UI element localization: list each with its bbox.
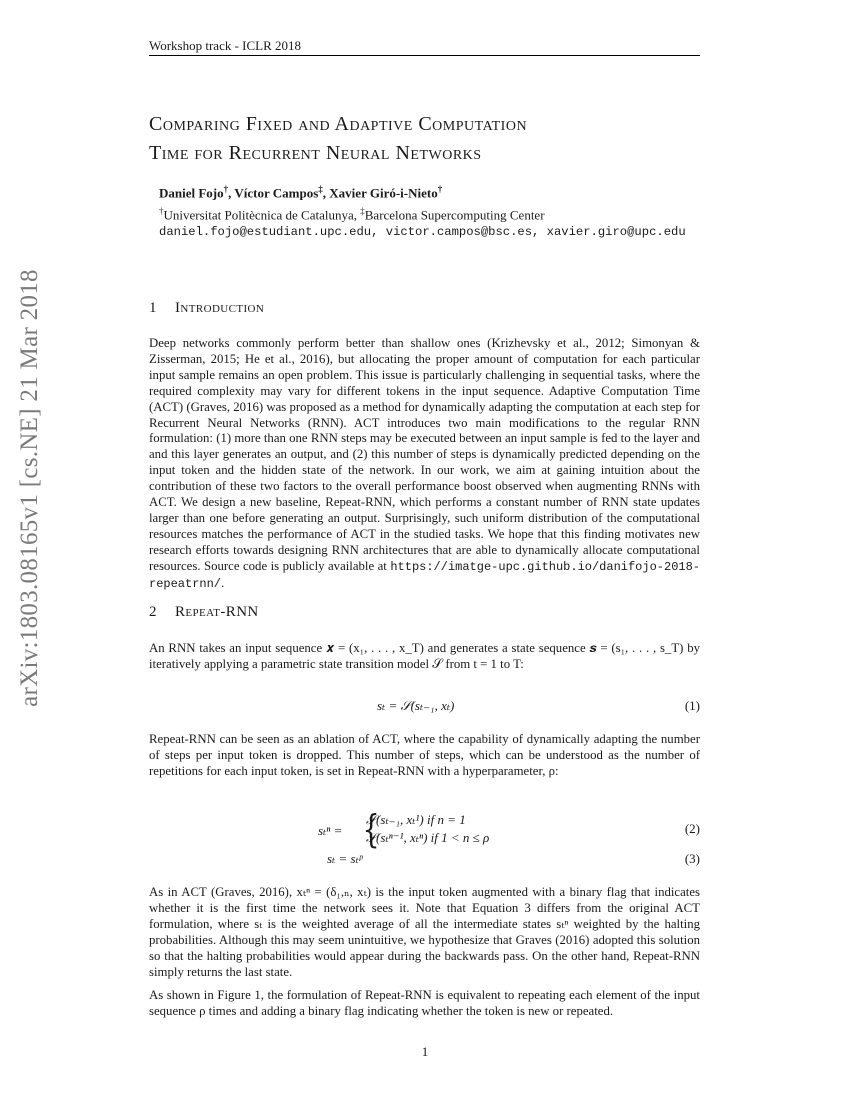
- author-name: Xavier Giró-i-Nieto: [329, 185, 438, 201]
- arxiv-identifier[interactable]: arXiv:1803.08165v1 [cs.NE] 21 Mar 2018: [16, 269, 43, 707]
- author-emails: daniel.fojo@estudiant.upc.edu, victor.campos@bsc.es, xavier.giro@upc.edu: [159, 225, 686, 239]
- source-code-link[interactable]: https://imatge-upc.github.io/danifojo-2018-repeatrnn/: [149, 559, 700, 591]
- paper-title: [149, 110, 709, 168]
- title-line-2: Time for Recurrent Neural Networks: [149, 142, 482, 164]
- arxiv-side-stamp: [8, 269, 52, 707]
- author-name: Víctor Campos: [234, 185, 319, 201]
- section-title: Repeat-RNN: [175, 604, 259, 620]
- author-name: Daniel Fojo: [159, 185, 224, 201]
- title-line-1: Comparing Fixed and Adaptive Computation: [149, 113, 528, 135]
- affiliation-name: Universitat Politècnica de Catalunya: [163, 207, 354, 223]
- intro-paragraph: [149, 336, 700, 593]
- affiliation-mark: ‡: [318, 184, 323, 194]
- repeat-rnn-paragraph-3: As in ACT (Graves, 2016), xₜⁿ = (δ₁,ₙ, xₜ) is the input token augmented with a binary flag that indicates whether it is the first time the network sees it. Note that Equation 3 differs from the original ACT formulation, where sₜ is the weighted average of all the intermediate states sₜⁿ weighted by the halting probabilities. Although this may seem unintuitive, we hypothesize that Graves (2016) adopted this solution so that the halting probabilities would appear during the backwards pass. On the other hand, Repeat-RNN simply returns the last state.: [149, 885, 700, 979]
- header-rule: [149, 55, 700, 56]
- running-header: Workshop track - ICLR 2018: [149, 38, 302, 53]
- equation-lhs: sₜⁿ =: [318, 823, 343, 838]
- equation-body: sₜ = sₜᵖ: [327, 851, 363, 866]
- equation-number: (3): [684, 851, 700, 866]
- affiliation-mark: ‡: [360, 206, 365, 216]
- equation-3: [149, 851, 700, 869]
- intro-link-end: .: [221, 575, 225, 590]
- cases-brace: {: [362, 807, 380, 851]
- affiliations: †Universitat Politècnica de Catalunya, ‡Barcelona Supercomputing Center: [159, 206, 545, 223]
- section-title: Introduction: [175, 300, 265, 316]
- intro-text: Deep networks commonly perform better than shallow ones (Krizhevsky et al., 2012; Simonyan & Zisserman, 2015; He et al., 2016), but allocating the proper amount of computation for each particular input sample remains an open problem. This issue is particularly challenging in sequential tasks, where the required complexity may vary for different tokens in the input sequence. Adaptive Computation Time (ACT) (Graves, 2016) was proposed as a method for dynamically adapting the computation at each step for Recurrent Neural Networks (RNN). ACT introduces two main modifications to the regular RNN formulation: (1) more than one RNN steps may be executed between an input sample is fed to the layer and and this layer generates an output, and (2) this number of steps is dynamically predicted depending on the input token and the hidden state of the network. In our work, we aim at gaining intuition about the contribution of these two factors to the overall performance boost observed when augmenting RNNs with ACT. We design a new baseline, Repeat-RNN, which performs a constant number of RNN state updates larger than one before generating an output. Surprisingly, such uniform distribution of the computational resources matches the performance of ACT in the studied tasks. We hope that this finding motivates new research efforts towards designing RNN architectures that are able to dynamically allocate computational resources. Source code is publicly available at: [149, 336, 700, 573]
- author-list: Daniel Fojo†, Víctor Campos‡, Xavier Giró-i-Nieto†: [159, 184, 443, 201]
- equation-case-2: 𝒮(sₜⁿ⁻¹, xₜⁿ) if 1 < n ≤ ρ: [366, 830, 490, 845]
- equation-case-1: 𝒮(sₜ₋₁, xₜ¹) if n = 1: [366, 812, 466, 827]
- equation-2: [318, 807, 700, 851]
- equation-number: (1): [684, 698, 700, 713]
- repeat-rnn-paragraph-2: Repeat-RNN can be seen as an ablation of ACT, where the capability of dynamically adapting the number of steps per input token is dropped. This number of steps, which can be understood as the number of repetitions for each input token, is set in Repeat-RNN with a hyperparameter, ρ:: [149, 732, 700, 778]
- equation-body: sₜ = 𝒮(sₜ₋₁, xₜ): [377, 698, 455, 713]
- repeat-rnn-paragraph-1: An RNN takes an input sequence 𝒙 = (x₁, . . . , x_T) and generates a state sequence 𝒔 = (s₁, . . . , s_T) by iteratively applying a parametric state transition model 𝒮 from t = 1 to T:: [149, 641, 700, 671]
- page-number: 1: [421, 1044, 429, 1059]
- equation-1: [149, 698, 700, 716]
- email-link[interactable]: xavier.giro@upc.edu: [546, 225, 686, 239]
- affiliation-mark: †: [159, 206, 164, 216]
- section-number: 1: [149, 300, 157, 316]
- email-link[interactable]: victor.campos@bsc.es: [385, 225, 533, 239]
- affiliation-mark: †: [437, 184, 443, 194]
- section-heading-introduction: [149, 300, 264, 317]
- section-heading-repeat-rnn: [149, 604, 259, 621]
- repeat-rnn-paragraph-4: As shown in Figure 1, the formulation of Repeat-RNN is equivalent to repeating each element of the input sequence ρ times and adding a binary flag indicating whether the token is new or repeated.: [149, 988, 700, 1018]
- affiliation-name: Barcelona Supercomputing Center: [364, 207, 545, 223]
- affiliation-mark: †: [223, 184, 229, 194]
- email-link[interactable]: daniel.fojo@estudiant.upc.edu: [159, 225, 372, 239]
- equation-number: (2): [684, 821, 700, 836]
- section-number: 2: [149, 604, 157, 620]
